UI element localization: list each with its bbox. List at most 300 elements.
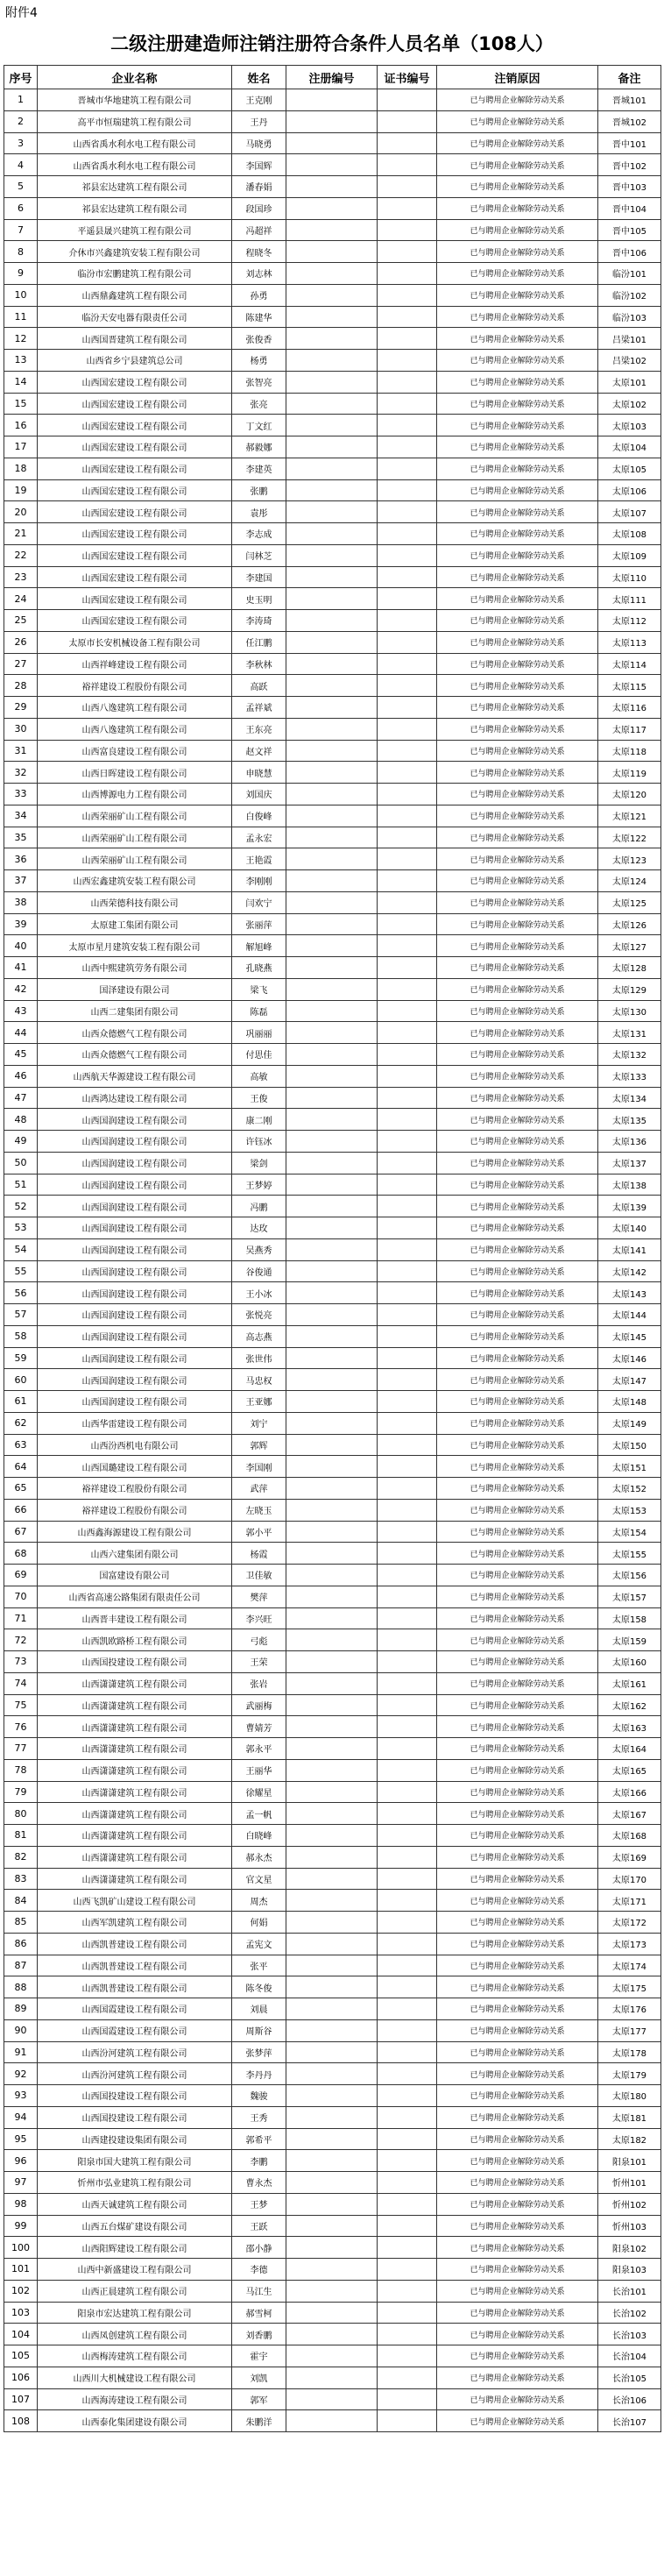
table-row	[4, 848, 661, 870]
cell-remark: 太原137	[598, 1152, 661, 1174]
cell-cert-no	[378, 458, 437, 479]
cell-reason: 已与聘用企业解除劳动关系	[437, 2019, 598, 2041]
cell-cert-no	[378, 1499, 437, 1521]
cell-name: 吴燕秀	[232, 1238, 286, 1260]
cell-seq: 61	[4, 1391, 38, 1413]
cell-reg-no	[286, 1260, 378, 1282]
cell-remark: 太原166	[598, 1781, 661, 1803]
cell-remark: 太原151	[598, 1456, 661, 1478]
cell-reason: 已与聘用企业解除劳动关系	[437, 566, 598, 588]
cell-company: 山西国润建设工程有限公司	[38, 1174, 232, 1196]
cell-seq: 2	[4, 110, 38, 132]
cell-seq: 107	[4, 2388, 38, 2410]
cell-reg-no	[286, 2367, 378, 2388]
cell-reg-no	[286, 1325, 378, 1347]
cell-reg-no	[286, 1607, 378, 1629]
cell-reason: 已与聘用企业解除劳动关系	[437, 675, 598, 697]
cell-cert-no	[378, 1781, 437, 1803]
cell-company: 山西国晋建筑工程有限公司	[38, 328, 232, 350]
cell-company: 太原市长安机械设备工程有限公司	[38, 631, 232, 653]
cell-name: 张亮	[232, 393, 286, 415]
table-row	[4, 393, 661, 415]
cell-company: 山西国投建设工程有限公司	[38, 1651, 232, 1673]
cell-company: 山西国宏建设工程有限公司	[38, 610, 232, 632]
cell-name: 张俊香	[232, 328, 286, 350]
cell-name: 王东亮	[232, 718, 286, 740]
cell-seq: 94	[4, 2106, 38, 2128]
cell-company: 山西国宏建设工程有限公司	[38, 501, 232, 523]
header-seq: 序号	[4, 66, 38, 89]
cell-reg-no	[286, 2410, 378, 2432]
cell-remark: 太原128	[598, 957, 661, 979]
cell-name: 白俊峰	[232, 805, 286, 827]
cell-company: 山西国润建设工程有限公司	[38, 1325, 232, 1347]
cell-cert-no	[378, 2085, 437, 2107]
cell-reg-no	[286, 1000, 378, 1022]
cell-company: 山西国润建设工程有限公司	[38, 1282, 232, 1304]
cell-cert-no	[378, 827, 437, 848]
table-row	[4, 1391, 661, 1413]
cell-reg-no	[286, 1412, 378, 1434]
table-row	[4, 2215, 661, 2237]
cell-reg-no	[286, 110, 378, 132]
cell-name: 王丹	[232, 110, 286, 132]
cell-name: 王丽华	[232, 1759, 286, 1781]
table-row	[4, 544, 661, 566]
cell-name: 刘晨	[232, 1998, 286, 2020]
cell-seq: 101	[4, 2259, 38, 2281]
cell-cert-no	[378, 2324, 437, 2345]
cell-seq: 34	[4, 805, 38, 827]
cell-name: 刘宁	[232, 1412, 286, 1434]
cell-remark: 忻州101	[598, 2172, 661, 2194]
cell-reg-no	[286, 219, 378, 241]
cell-name: 孟宪文	[232, 1933, 286, 1955]
cell-seq: 28	[4, 675, 38, 697]
cell-reason: 已与聘用企业解除劳动关系	[437, 1022, 598, 1044]
cell-remark: 太原175	[598, 1976, 661, 1998]
cell-reason: 已与聘用企业解除劳动关系	[437, 328, 598, 350]
cell-remark: 太原147	[598, 1369, 661, 1391]
cell-remark: 太原125	[598, 891, 661, 913]
cell-reason: 已与聘用企业解除劳动关系	[437, 2128, 598, 2150]
cell-reg-no	[286, 784, 378, 805]
cell-cert-no	[378, 697, 437, 719]
table-row	[4, 697, 661, 719]
cell-company: 山西国宏建设工程有限公司	[38, 415, 232, 436]
cell-name: 潘春娟	[232, 176, 286, 198]
cell-name: 张鹏	[232, 479, 286, 501]
cell-cert-no	[378, 1976, 437, 1998]
cell-company: 山西川大机械建设工程有限公司	[38, 2367, 232, 2388]
cell-remark: 长治104	[598, 2345, 661, 2367]
cell-seq: 79	[4, 1781, 38, 1803]
cell-name: 樊萍	[232, 1586, 286, 1607]
header-reg-no: 注册编号	[286, 66, 378, 89]
cell-reg-no	[286, 176, 378, 198]
cell-name: 李德	[232, 2259, 286, 2281]
cell-seq: 73	[4, 1651, 38, 1673]
cell-name: 刘香鹏	[232, 2324, 286, 2345]
cell-cert-no	[378, 566, 437, 588]
cell-seq: 77	[4, 1738, 38, 1760]
cell-name: 解旭峰	[232, 935, 286, 957]
cell-reg-no	[286, 2041, 378, 2063]
cell-reason: 已与聘用企业解除劳动关系	[437, 393, 598, 415]
table-row	[4, 827, 661, 848]
cell-cert-no	[378, 1825, 437, 1847]
table-row	[4, 479, 661, 501]
cell-seq: 39	[4, 913, 38, 935]
cell-name: 段国珍	[232, 197, 286, 219]
cell-reg-no	[286, 1174, 378, 1196]
cell-seq: 53	[4, 1217, 38, 1239]
cell-company: 山西潇潇建筑工程有限公司	[38, 1694, 232, 1716]
cell-company: 山西泰化集团建设有限公司	[38, 2410, 232, 2432]
cell-remark: 太原158	[598, 1607, 661, 1629]
cell-company: 山西博源电力工程有限公司	[38, 784, 232, 805]
cell-cert-no	[378, 631, 437, 653]
cell-reason: 已与聘用企业解除劳动关系	[437, 1846, 598, 1868]
cell-name: 李丹丹	[232, 2063, 286, 2085]
cell-cert-no	[378, 957, 437, 979]
cell-name: 刘志林	[232, 263, 286, 285]
cell-name: 任江鹏	[232, 631, 286, 653]
cell-company: 山西国宏建设工程有限公司	[38, 588, 232, 610]
cell-name: 张世伟	[232, 1347, 286, 1369]
cell-remark: 太原142	[598, 1260, 661, 1282]
cell-reason: 已与聘用企业解除劳动关系	[437, 1391, 598, 1413]
cell-remark: 太原131	[598, 1022, 661, 1044]
cell-reg-no	[286, 2345, 378, 2367]
cell-seq: 95	[4, 2128, 38, 2150]
cell-company: 山西潇潇建筑工程有限公司	[38, 1803, 232, 1825]
cell-cert-no	[378, 1586, 437, 1607]
cell-cert-no	[378, 1109, 437, 1131]
cell-reg-no	[286, 631, 378, 653]
cell-remark: 阳泉103	[598, 2259, 661, 2281]
table-row	[4, 675, 661, 697]
cell-remark: 太原109	[598, 544, 661, 566]
cell-reg-no	[286, 697, 378, 719]
table-row	[4, 1846, 661, 1868]
cell-seq: 71	[4, 1607, 38, 1629]
cell-name: 王梦	[232, 2193, 286, 2215]
cell-seq: 63	[4, 1434, 38, 1456]
cell-seq: 55	[4, 1260, 38, 1282]
cell-reg-no	[286, 978, 378, 1000]
cell-reason: 已与聘用企业解除劳动关系	[437, 740, 598, 762]
cell-reason: 已与聘用企业解除劳动关系	[437, 479, 598, 501]
cell-remark: 长治105	[598, 2367, 661, 2388]
cell-reg-no	[286, 306, 378, 328]
cell-seq: 98	[4, 2193, 38, 2215]
cell-reg-no	[286, 1912, 378, 1934]
cell-reason: 已与聘用企业解除劳动关系	[437, 1521, 598, 1543]
cell-cert-no	[378, 110, 437, 132]
table-row	[4, 2259, 661, 2281]
cell-company: 山西汾西机电有限公司	[38, 1434, 232, 1456]
table-row	[4, 610, 661, 632]
cell-seq: 5	[4, 176, 38, 198]
table-row	[4, 1716, 661, 1738]
cell-name: 马晓勇	[232, 132, 286, 154]
cell-reg-no	[286, 1846, 378, 1868]
cell-remark: 长治107	[598, 2410, 661, 2432]
cell-reg-no	[286, 1651, 378, 1673]
cell-remark: 太原129	[598, 978, 661, 1000]
cell-name: 邵小静	[232, 2237, 286, 2259]
cell-cert-no	[378, 176, 437, 198]
table-row	[4, 2280, 661, 2302]
cell-reason: 已与聘用企业解除劳动关系	[437, 501, 598, 523]
cell-reason: 已与聘用企业解除劳动关系	[437, 1781, 598, 1803]
cell-company: 山西凯普建设工程有限公司	[38, 1976, 232, 1998]
cell-reason: 已与聘用企业解除劳动关系	[437, 1565, 598, 1586]
cell-reg-no	[286, 588, 378, 610]
cell-reason: 已与聘用企业解除劳动关系	[437, 1044, 598, 1066]
cell-seq: 83	[4, 1868, 38, 1890]
cell-seq: 86	[4, 1933, 38, 1955]
cell-remark: 太原102	[598, 393, 661, 415]
cell-company: 山西荣丽矿山工程有限公司	[38, 827, 232, 848]
table-row	[4, 2085, 661, 2107]
cell-company: 山西建投建设集团有限公司	[38, 2128, 232, 2150]
cell-company: 山西国宏建设工程有限公司	[38, 458, 232, 479]
cell-name: 丁文红	[232, 415, 286, 436]
cell-company: 山西国宏建设工程有限公司	[38, 371, 232, 393]
table-row	[4, 1347, 661, 1369]
cell-company: 国泽建设有限公司	[38, 978, 232, 1000]
cell-cert-no	[378, 1369, 437, 1391]
cell-name: 陈冬俊	[232, 1976, 286, 1998]
table-row	[4, 718, 661, 740]
cell-reason: 已与聘用企业解除劳动关系	[437, 827, 598, 848]
cell-seq: 70	[4, 1586, 38, 1607]
cell-name: 程晓冬	[232, 241, 286, 263]
cell-company: 山西国璐建设工程有限公司	[38, 1456, 232, 1478]
cell-reg-no	[286, 1738, 378, 1760]
cell-seq: 92	[4, 2063, 38, 2085]
cell-cert-no	[378, 2280, 437, 2302]
cell-remark: 太原146	[598, 1347, 661, 1369]
cell-reason: 已与聘用企业解除劳动关系	[437, 436, 598, 458]
cell-reason: 已与聘用企业解除劳动关系	[437, 1152, 598, 1174]
cell-remark: 临汾103	[598, 306, 661, 328]
cell-company: 山西宏鑫建筑安装工程有限公司	[38, 870, 232, 892]
cell-name: 袁彤	[232, 501, 286, 523]
cell-reg-no	[286, 2106, 378, 2128]
cell-remark: 太原119	[598, 762, 661, 784]
cell-name: 官文星	[232, 1868, 286, 1890]
cell-name: 梁飞	[232, 978, 286, 1000]
cell-remark: 太原136	[598, 1131, 661, 1153]
table-row	[4, 978, 661, 1000]
cell-name: 李建英	[232, 458, 286, 479]
cell-remark: 太原138	[598, 1174, 661, 1196]
cell-reason: 已与聘用企业解除劳动关系	[437, 284, 598, 306]
cell-company: 介休市兴鑫建筑安装工程有限公司	[38, 241, 232, 263]
cell-remark: 太原126	[598, 913, 661, 935]
cell-reason: 已与聘用企业解除劳动关系	[437, 697, 598, 719]
table-row	[4, 350, 661, 372]
cell-cert-no	[378, 913, 437, 935]
table-row	[4, 241, 661, 263]
cell-reg-no	[286, 89, 378, 111]
cell-reg-no	[286, 1065, 378, 1087]
cell-cert-no	[378, 2259, 437, 2281]
table-row	[4, 1260, 661, 1282]
cell-reg-no	[286, 913, 378, 935]
cell-cert-no	[378, 2041, 437, 2063]
cell-name: 马忠权	[232, 1369, 286, 1391]
cell-reason: 已与聘用企业解除劳动关系	[437, 1933, 598, 1955]
cell-cert-no	[378, 2128, 437, 2150]
cell-reason: 已与聘用企业解除劳动关系	[437, 523, 598, 545]
cell-name: 申晓慧	[232, 762, 286, 784]
cell-reason: 已与聘用企业解除劳动关系	[437, 110, 598, 132]
cell-name: 王俊	[232, 1087, 286, 1109]
cell-remark: 忻州102	[598, 2193, 661, 2215]
cell-cert-no	[378, 588, 437, 610]
table-row	[4, 1738, 661, 1760]
cell-reason: 已与聘用企业解除劳动关系	[437, 935, 598, 957]
cell-company: 山西省乡宁县建筑总公司	[38, 350, 232, 372]
table-row	[4, 501, 661, 523]
cell-remark: 长治103	[598, 2324, 661, 2345]
table-row	[4, 1456, 661, 1478]
cell-reason: 已与聘用企业解除劳动关系	[437, 1412, 598, 1434]
cell-reason: 已与聘用企业解除劳动关系	[437, 306, 598, 328]
cell-reason: 已与聘用企业解除劳动关系	[437, 1174, 598, 1196]
cell-company: 山西国润建设工程有限公司	[38, 1347, 232, 1369]
cell-reg-no	[286, 1976, 378, 1998]
cell-reason: 已与聘用企业解除劳动关系	[437, 176, 598, 198]
cell-reg-no	[286, 1238, 378, 1260]
cell-reason: 已与聘用企业解除劳动关系	[437, 1607, 598, 1629]
cell-company: 山西五台煤矿建设有限公司	[38, 2215, 232, 2237]
cell-seq: 89	[4, 1998, 38, 2020]
cell-company: 山西省禹水利水电工程有限公司	[38, 154, 232, 176]
cell-seq: 102	[4, 2280, 38, 2302]
cell-name: 郝毅娜	[232, 436, 286, 458]
cell-cert-no	[378, 1304, 437, 1326]
cell-reg-no	[286, 935, 378, 957]
table-row	[4, 306, 661, 328]
cell-company: 山西中新盛建设工程有限公司	[38, 2259, 232, 2281]
cell-cert-no	[378, 1955, 437, 1976]
table-row	[4, 1304, 661, 1326]
cell-reg-no	[286, 1087, 378, 1109]
cell-seq: 76	[4, 1716, 38, 1738]
table-row	[4, 1434, 661, 1456]
cell-cert-no	[378, 436, 437, 458]
cell-cert-no	[378, 891, 437, 913]
table-row	[4, 1998, 661, 2020]
cell-reg-no	[286, 2237, 378, 2259]
cell-remark: 太原135	[598, 1109, 661, 1131]
cell-seq: 66	[4, 1499, 38, 1521]
cell-name: 达玫	[232, 1217, 286, 1239]
cell-seq: 24	[4, 588, 38, 610]
cell-company: 山西晋丰建设工程有限公司	[38, 1607, 232, 1629]
cell-company: 山西国润建设工程有限公司	[38, 1131, 232, 1153]
cell-cert-no	[378, 2367, 437, 2388]
cell-cert-no	[378, 718, 437, 740]
cell-remark: 太原133	[598, 1065, 661, 1087]
cell-company: 山西省高速公路集团有限责任公司	[38, 1586, 232, 1607]
cell-company: 山西国润建设工程有限公司	[38, 1217, 232, 1239]
cell-reason: 已与聘用企业解除劳动关系	[437, 1738, 598, 1760]
cell-cert-no	[378, 1044, 437, 1066]
cell-seq: 16	[4, 415, 38, 436]
cell-remark: 太原116	[598, 697, 661, 719]
cell-reg-no	[286, 350, 378, 372]
cell-company: 山西国宏建设工程有限公司	[38, 436, 232, 458]
cell-reg-no	[286, 1890, 378, 1912]
cell-remark: 晋中101	[598, 132, 661, 154]
cell-reason: 已与聘用企业解除劳动关系	[437, 588, 598, 610]
cell-name: 张梦萍	[232, 2041, 286, 2063]
cell-name: 李兴旺	[232, 1607, 286, 1629]
cell-company: 山西潇潇建筑工程有限公司	[38, 1672, 232, 1694]
table-row	[4, 284, 661, 306]
table-row	[4, 1152, 661, 1174]
table-row	[4, 1955, 661, 1976]
cell-remark: 长治101	[598, 2280, 661, 2302]
cell-company: 山西飞凯矿山建设工程有限公司	[38, 1890, 232, 1912]
table-row	[4, 2063, 661, 2085]
cell-reason: 已与聘用企业解除劳动关系	[437, 1087, 598, 1109]
cell-seq: 23	[4, 566, 38, 588]
cell-cert-no	[378, 2019, 437, 2041]
cell-reason: 已与聘用企业解除劳动关系	[437, 1803, 598, 1825]
cell-cert-no	[378, 1412, 437, 1434]
cell-remark: 太原140	[598, 1217, 661, 1239]
cell-seq: 4	[4, 154, 38, 176]
cell-reason: 已与聘用企业解除劳动关系	[437, 2193, 598, 2215]
cell-cert-no	[378, 2106, 437, 2128]
table-row	[4, 1412, 661, 1434]
cell-company: 山西荣丽矿山工程有限公司	[38, 848, 232, 870]
cell-reason: 已与聘用企业解除劳动关系	[437, 1304, 598, 1326]
cell-company: 山西汾河建筑工程有限公司	[38, 2041, 232, 2063]
cell-remark: 太原178	[598, 2041, 661, 2063]
cell-company: 山西国润建设工程有限公司	[38, 1369, 232, 1391]
cell-name: 史玉明	[232, 588, 286, 610]
table-row	[4, 1868, 661, 1890]
cell-reg-no	[286, 2302, 378, 2324]
cell-name: 刘凯	[232, 2367, 286, 2388]
cell-name: 高志燕	[232, 1325, 286, 1347]
cell-reg-no	[286, 501, 378, 523]
cell-reg-no	[286, 436, 378, 458]
cell-seq: 33	[4, 784, 38, 805]
cell-remark: 太原107	[598, 501, 661, 523]
document-title: 二级注册建造师注销注册符合条件人员名单（108人）	[110, 33, 554, 54]
cell-remark: 太原150	[598, 1434, 661, 1456]
cell-seq: 85	[4, 1912, 38, 1934]
cell-cert-no	[378, 1391, 437, 1413]
cell-cert-no	[378, 1260, 437, 1282]
cell-seq: 52	[4, 1196, 38, 1217]
cell-seq: 41	[4, 957, 38, 979]
cell-seq: 46	[4, 1065, 38, 1087]
cell-cert-no	[378, 89, 437, 111]
cell-seq: 50	[4, 1152, 38, 1174]
table-row	[4, 1976, 661, 1998]
cell-remark: 太原115	[598, 675, 661, 697]
